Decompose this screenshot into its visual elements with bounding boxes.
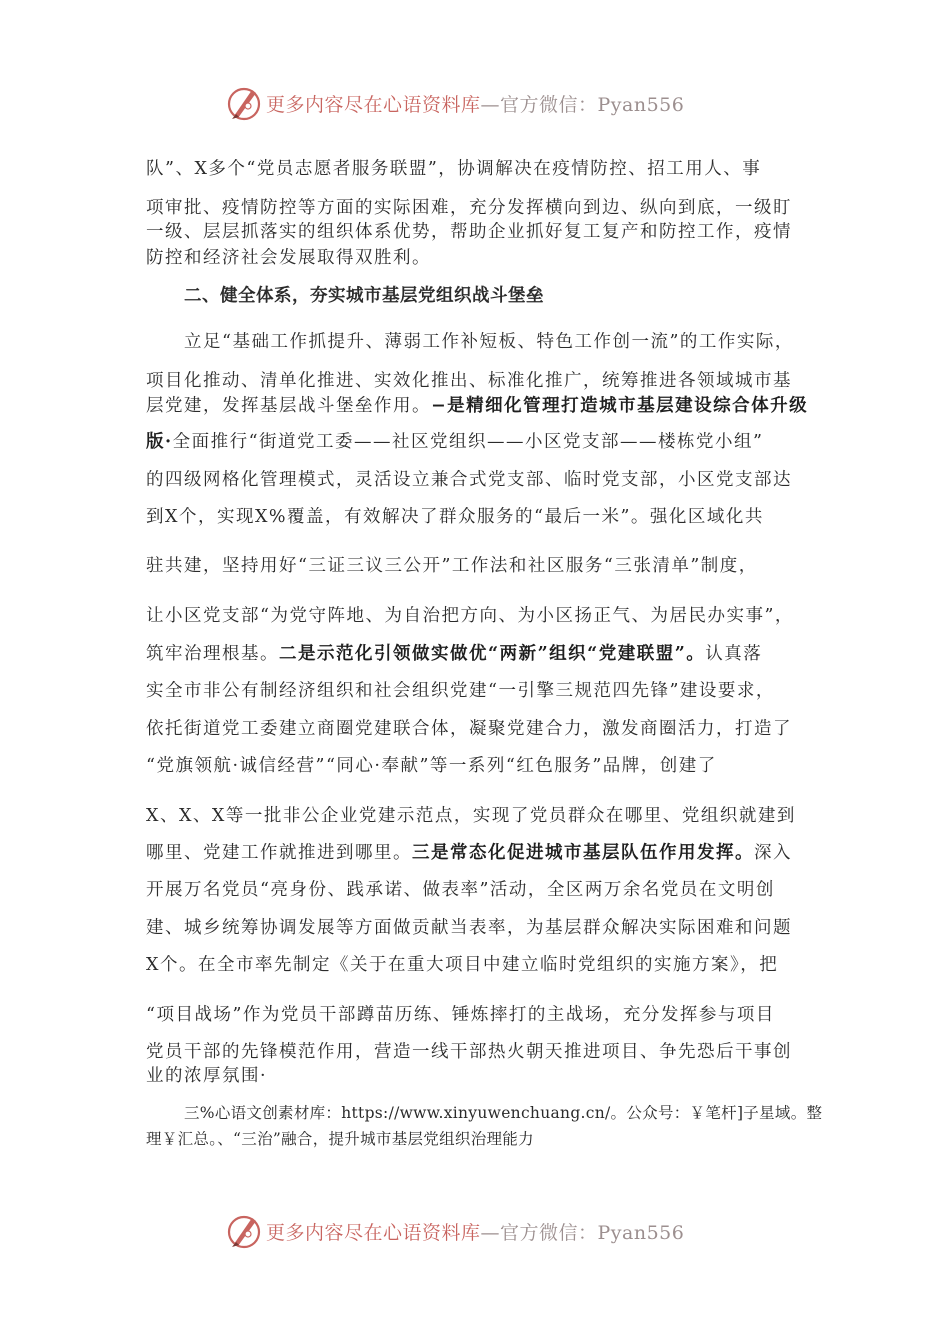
body-line: X个。在全市率先制定《关于在重大项目中建立临时党组织的实施方案》，把 bbox=[146, 955, 779, 975]
body-line: 到X个，实现X%覆盖，有效解决了群众服务的“最后一米”。强化区域化共 bbox=[146, 507, 764, 527]
body-line: 队”、X多个“党员志愿者服务联盟”，协调解决在疫情防控、招工用人、事 bbox=[146, 159, 762, 179]
body-line: 业的浓厚氛围· bbox=[146, 1066, 268, 1086]
body-line: 防控和经济社会发展取得双胜利。 bbox=[146, 248, 431, 268]
footer-banner bbox=[0, 1212, 950, 1252]
body-line bbox=[146, 430, 764, 454]
bold-run: 二是示范化引领做实做优“两新”组织“党建联盟”。 bbox=[279, 644, 706, 664]
body-line: 一级、层层抓落实的组织体系优势，帮助企业抓好复工复产和防控工作，疫情 bbox=[146, 222, 792, 242]
bold-run: −是精细化管理打造城市基层建设综合体升级 bbox=[431, 396, 809, 416]
text-run: 哪里、党建工作就推进到哪里。 bbox=[146, 843, 412, 863]
body-line bbox=[146, 841, 792, 865]
banner-text bbox=[266, 1218, 684, 1245]
body-line: “项目战场”作为党员干部蹲苗历练、锤炼摔打的主战场，充分发挥参与项目 bbox=[146, 1005, 775, 1025]
body-line: 党员干部的先锋模范作用，营造一线干部热火朝天推进项目、争先恐后干事创 bbox=[146, 1042, 792, 1062]
body-line: 依托街道党工委建立商圈党建联合体，凝聚党建合力，激发商圈活力，打造了 bbox=[146, 719, 792, 739]
body-line: 实全市非公有制经济组织和社会组织党建“一引擎三规范四先锋”建设要求， bbox=[146, 681, 775, 701]
pen-logo-icon bbox=[226, 1212, 262, 1250]
body-line: 让小区党支部“为党守阵地、为自治把方向、为小区扬正气、为居民办实事”， bbox=[146, 606, 794, 626]
text-run: 层党建，发挥基层战斗堡垒作用。 bbox=[146, 396, 431, 416]
body-line: 建、城乡统筹协调发展等方面做贡献当表率，为基层群众解决实际困难和问题 bbox=[146, 918, 792, 938]
banner-red-text: 更多内容尽在心语资料库 bbox=[266, 94, 481, 116]
body-line: X、X、X等一批非公企业党建示范点，实现了党员群众在哪里、党组织就建到 bbox=[146, 806, 796, 826]
banner-gray-text: —官方微信：Pyan556 bbox=[480, 1222, 685, 1244]
body-line: 项审批、疫情防控等方面的实际困难，充分发挥横向到边、纵向到底，一级盯 bbox=[146, 198, 792, 218]
text-run: 全面推行“街道党工委——社区党组织——小区党支部——楼栋党小组” bbox=[172, 432, 764, 452]
body-line: 开展万名党员“亮身份、践承诺、做表率”活动，全区两万余名党员在文明创 bbox=[146, 880, 775, 900]
body-line bbox=[146, 394, 808, 418]
text-run: 深入 bbox=[754, 843, 792, 863]
pen-logo-icon bbox=[226, 84, 262, 122]
banner-red-text: 更多内容尽在心语资料库 bbox=[266, 1222, 481, 1244]
text-run: 筑牢治理根基。 bbox=[146, 644, 279, 664]
body-line: “党旗领航·诚信经营”“同心·奉献”等一系列“红色服务”品牌，创建了 bbox=[146, 756, 717, 776]
source-note: 理￥汇总。、“三治”融合，提升城市基层党组织治理能力 bbox=[146, 1130, 534, 1148]
text-run: 认真落 bbox=[705, 644, 763, 664]
body-line: 立足“基础工作抓提升、薄弱工作补短板、特色工作创一流”的工作实际， bbox=[184, 332, 794, 352]
bold-run: 版· bbox=[146, 432, 173, 452]
section-heading: 二、健全体系，夯实城市基层党组织战斗堡垒 bbox=[184, 286, 544, 306]
bold-run: 三是常态化促进城市基层队伍作用发挥。 bbox=[412, 843, 754, 863]
body-line: 驻共建，坚持用好“三证三议三公开”工作法和社区服务“三张清单”制度， bbox=[146, 556, 758, 576]
banner-text bbox=[266, 90, 684, 117]
body-line: 项目化推动、清单化推进、实效化推出、标准化推广，统筹推进各领域城市基 bbox=[146, 371, 792, 391]
banner-gray-text: —官方微信：Pyan556 bbox=[480, 94, 685, 116]
source-note: 三%心语文创素材库：https://www.xinyuwenchuang.cn/。公众号：￥笔杆]子星域。整 bbox=[184, 1104, 823, 1122]
body-line: 的四级网格化管理模式，灵活设立兼合式党支部、临时党支部，小区党支部达 bbox=[146, 470, 792, 490]
body-line bbox=[146, 642, 762, 666]
header-banner bbox=[0, 84, 950, 124]
